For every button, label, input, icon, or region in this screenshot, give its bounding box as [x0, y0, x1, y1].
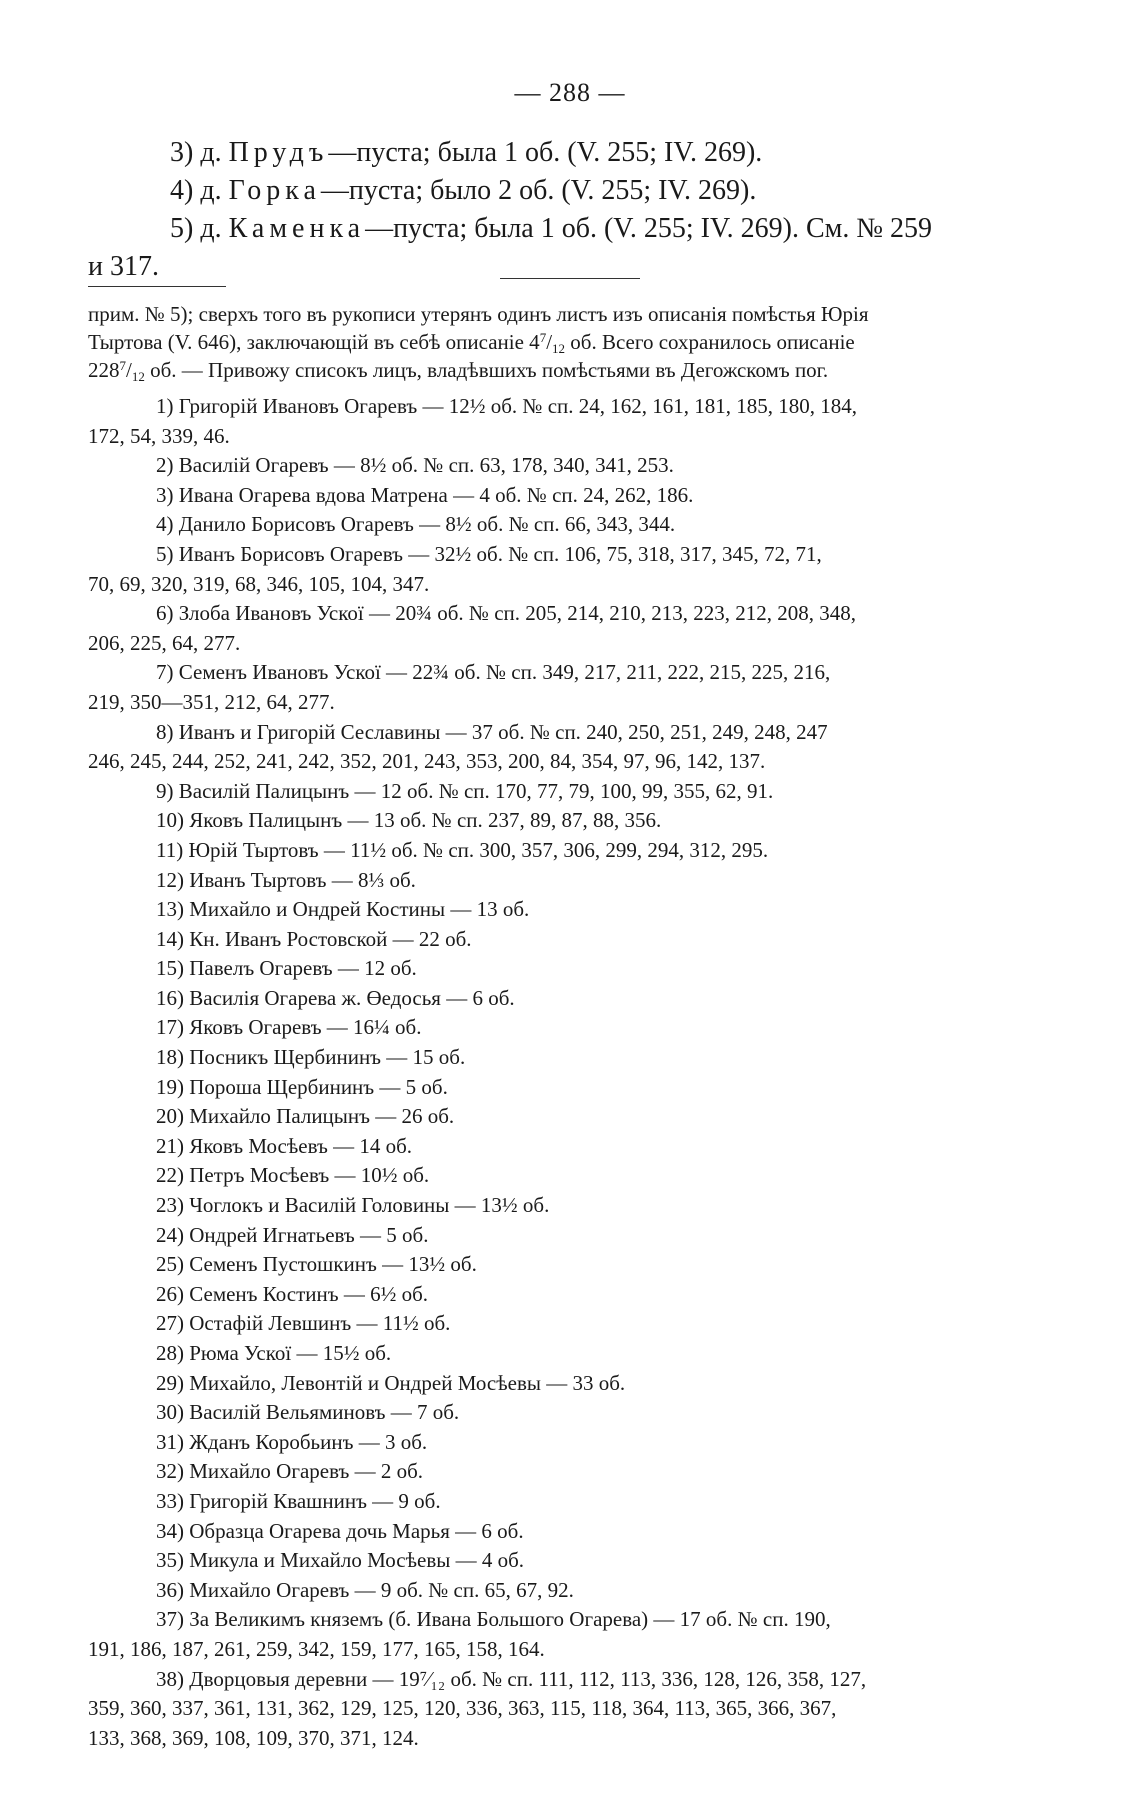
entry-text: 21) Яковъ Мосѣевъ — 14 об.: [156, 1133, 413, 1158]
entry-text: 20) Михайло Палицынъ — 26 об.: [156, 1104, 455, 1129]
list-item: [88, 451, 1068, 481]
entry-text: 33) Григорій Квашнинъ — 9 об.: [156, 1488, 441, 1513]
list-item: [88, 1605, 1068, 1664]
village-list: [88, 134, 1063, 286]
list-item: [88, 510, 1068, 540]
entry-text: 1) Григорій Ивановъ Огаревъ — 12½ об. № сп. 24, 162, 161, 181, 185, 180, 184,: [156, 394, 858, 418]
entry-continuation: 133, 368, 369, 108, 109, 370, 371, 124.: [88, 1725, 419, 1750]
entry-text: 9) Василій Палицынъ — 12 об. № сп. 170, 77, 79, 100, 99, 355, 62, 91.: [156, 778, 774, 803]
entry-text: 34) Образца Огарева дочь Марья — 6 об.: [156, 1518, 524, 1543]
entry-text: 13) Михайло и Ондрей Костины — 13 об.: [156, 897, 530, 922]
entry-text: 27) Остафій Левшинъ — 11½ об.: [156, 1311, 451, 1336]
list-item: [88, 925, 1068, 955]
entry-text: 19) Пороша Щербининъ — 5 об.: [156, 1074, 448, 1099]
entry-text: 24) Ондрей Игнатьевъ — 5 об.: [156, 1222, 429, 1247]
list-item: [88, 895, 1068, 925]
entry-text: 30) Василій Вельяминовъ — 7 об.: [156, 1400, 460, 1425]
list-item: [88, 806, 1068, 836]
entry-text: 10) Яковъ Палицынъ — 13 об. № сп. 237, 89, 87, 88, 356.: [156, 808, 662, 833]
entry-continuation: 191, 186, 187, 261, 259, 342, 159, 177, 165, 158, 164.: [88, 1636, 545, 1661]
entry-text: 32) Михайло Огаревъ — 2 об.: [156, 1459, 424, 1484]
entry-text: 37) За Великимъ княземъ (б. Ивана Большого Огарева) — 17 об. № сп. 190,: [156, 1607, 831, 1632]
list-item: [88, 1665, 1068, 1754]
list-item: [88, 1132, 1068, 1162]
footnote-paragraph: прим. № 5); сверхъ того въ рукописи утерянъ одинъ листъ изъ описанія помѣстья Юрія Тыртова (V. 646), заключающій въ себѣ описаніе $4^7/_{12}$ об. Всего сохранилось описаніе $228^7/_{12}$ об. — Привожу списокъ лицъ, владѣвшихъ помѣстьями въ Дегожскомъ пог.: [88, 302, 869, 384]
list-item: [88, 1043, 1068, 1073]
footnote-rule: [88, 286, 226, 287]
entry-text: 8) Иванъ и Григорій Сеславины — 37 об. № сп. 240, 250, 251, 249, 248, 247: [156, 719, 828, 744]
list-item: [88, 481, 1068, 511]
list-item: [88, 1013, 1068, 1043]
entry-text: 25) Семенъ Пустошкинъ — 13½ об.: [156, 1252, 477, 1277]
section-rule: [500, 278, 640, 279]
entry-text: 11) Юрій Тыртовъ — 11½ об. № сп. 300, 357, 306, 299, 294, 312, 295.: [156, 837, 769, 862]
list-item: [88, 954, 1068, 984]
entry-text: 4) Данило Борисовъ Огаревъ — 8½ об. № сп. 66, 343, 344.: [156, 512, 676, 537]
list-item: [88, 1280, 1068, 1310]
list-item: [88, 1517, 1068, 1547]
entry-text: 15) Павелъ Огаревъ — 12 об.: [156, 956, 417, 981]
list-item: [88, 1309, 1068, 1339]
owners-list: [88, 392, 1068, 1753]
list-item: [88, 540, 1068, 599]
list-item: [88, 1369, 1068, 1399]
list-item: [88, 1398, 1068, 1428]
entry-text: 31) Жданъ Коробьинъ — 3 об.: [156, 1429, 428, 1454]
entry-text: 23) Чоглокъ и Василій Головины — 13½ об.: [156, 1193, 550, 1218]
list-item: [88, 1161, 1068, 1191]
page-number: — 288 —: [514, 78, 626, 107]
entry-continuation: 246, 245, 244, 252, 241, 242, 352, 201, 243, 353, 200, 84, 354, 97, 96, 142, 137.: [88, 749, 766, 774]
list-item: [88, 1191, 1068, 1221]
entry-text: 2) Василій Огаревъ — 8½ об. № сп. 63, 178, 340, 341, 253.: [156, 453, 674, 478]
list-item: [88, 777, 1068, 807]
list-item: [88, 1250, 1068, 1280]
list-item: [88, 1487, 1068, 1517]
list-item: [88, 658, 1068, 717]
list-item: [88, 866, 1068, 896]
list-item: [88, 599, 1068, 658]
list-item: [88, 718, 1068, 777]
entry-text: 5) Иванъ Борисовъ Огаревъ — 32½ об. № сп. 106, 75, 318, 317, 345, 72, 71,: [156, 541, 822, 566]
list-item: [88, 1428, 1068, 1458]
entry-text: 6) Злоба Ивановъ Ускої — 20¾ об. № сп. 205, 214, 210, 213, 223, 212, 208, 348,: [156, 601, 857, 626]
entry-continuation: 172, 54, 339, 46.: [88, 423, 230, 448]
footnote: [88, 300, 1068, 384]
list-item: [88, 392, 1068, 451]
list-item: [88, 1339, 1068, 1369]
entry-text: 14) Кн. Иванъ Ростовской — 22 об.: [156, 926, 472, 951]
entry-continuation: 219, 350—351, 212, 64, 277.: [88, 689, 335, 714]
entry-text: 35) Микула и Михайло Мосѣевы — 4 об.: [156, 1548, 525, 1573]
list-item: [88, 1221, 1068, 1251]
entry-text: 12) Иванъ Тыртовъ — 8⅓ об.: [156, 867, 416, 892]
entry-text: 17) Яковъ Огаревъ — 16¼ об.: [156, 1015, 422, 1040]
list-item: [88, 1073, 1068, 1103]
entry-text: 16) Василія Огарева ж. Өедосья — 6 об.: [156, 985, 515, 1010]
entry-text: 7) Семенъ Ивановъ Ускої — 22¾ об. № сп. 349, 217, 211, 222, 215, 225, 216,: [156, 660, 831, 685]
entry-text: 22) Петръ Мосѣевъ — 10½ об.: [156, 1163, 430, 1188]
list-item: [88, 984, 1068, 1014]
list-item: [88, 1576, 1068, 1606]
entry-text: 3) Ивана Огарева вдова Матрена — 4 об. № сп. 24, 262, 186.: [156, 482, 694, 507]
entry-text: 29) Михайло, Левонтій и Ондрей Мосѣевы — 33 об.: [156, 1370, 626, 1395]
entry-text: 38) Дворцовыя деревни — 19⁷⁄₁₂ об. № сп. 111, 112, 113, 336, 128, 126, 358, 127,: [156, 1666, 867, 1691]
list-item: [88, 1457, 1068, 1487]
entry-continuation: 359, 360, 337, 361, 131, 362, 129, 125, 120, 336, 363, 115, 118, 364, 113, 365, 366, 367,: [88, 1696, 837, 1721]
village-name: Каменка: [228, 213, 366, 244]
village-line: 5) д. Каменка—пуста; была 1 об. (V. 255; IV. 269). См. № 259: [170, 213, 933, 244]
village-name: Горка: [228, 175, 321, 206]
entry-continuation: 70, 69, 320, 319, 68, 346, 105, 104, 347.: [88, 571, 430, 596]
village-name: Прудъ: [228, 137, 329, 168]
entry-text: 26) Семенъ Костинъ — 6½ об.: [156, 1281, 429, 1306]
list-item: [88, 836, 1068, 866]
entry-continuation: 206, 225, 64, 277.: [88, 630, 241, 655]
list-item: [88, 1546, 1068, 1576]
village-line-tail: и 317.: [88, 251, 159, 282]
village-line: 4) д. Горка—пуста; было 2 об. (V. 255; IV. 269).: [170, 175, 757, 206]
village-line: 3) д. Прудъ—пуста; была 1 об. (V. 255; IV. 269).: [170, 137, 763, 168]
entry-text: 28) Рюма Ускої — 15½ об.: [156, 1341, 392, 1365]
list-item: [88, 1102, 1068, 1132]
entry-text: 36) Михайло Огаревъ — 9 об. № сп. 65, 67, 92.: [156, 1577, 574, 1602]
entry-text: 18) Посникъ Щербининъ — 15 об.: [156, 1045, 466, 1070]
